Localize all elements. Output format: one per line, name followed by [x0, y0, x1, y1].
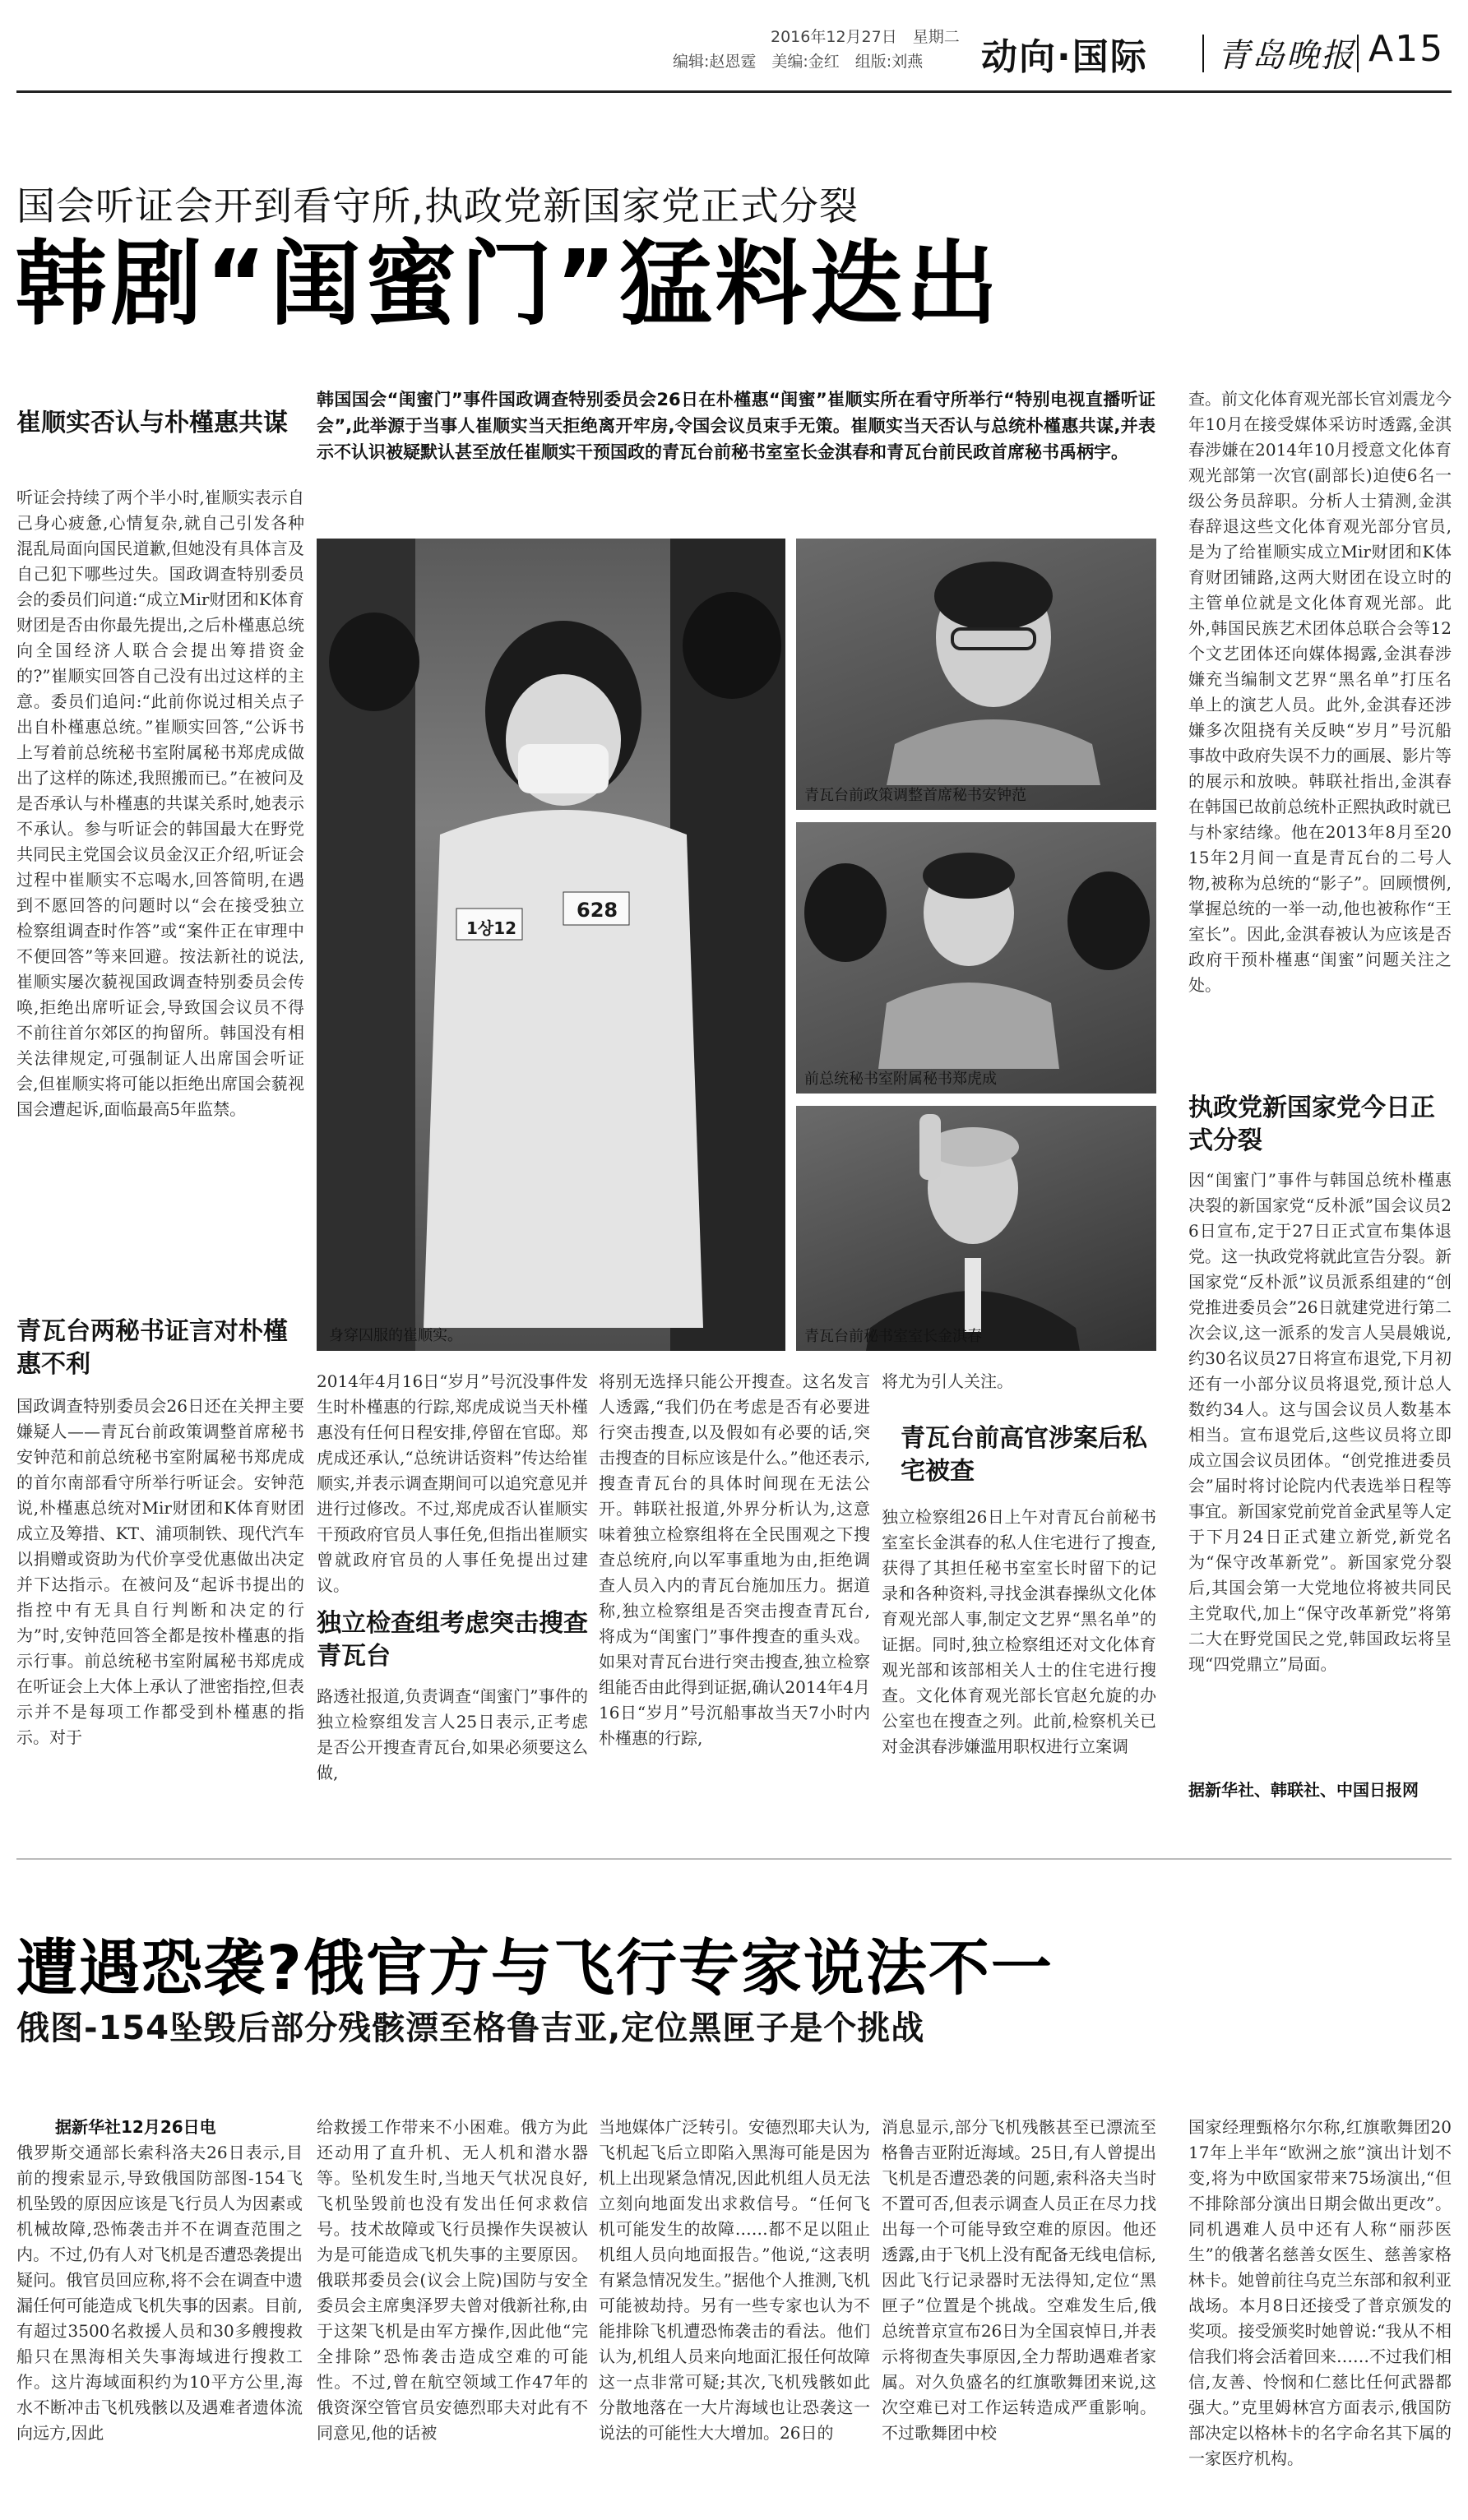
- story1-col1b: 国政调查特别委员会26日还在关押主要嫌疑人——青瓦台前政策调整首席秘书安钟范和前总统秘书室附属秘书郑虎成的首尔南部看守所举行听证会。安钟范说,朴槿惠总统对Mir财团和K体育财团成立及筹措、KT、浦项制铁、现代汽车以捐赠或资助为代价享受优惠做出决定并下达指示。在被问及“起诉书提出的指控中有无具自行判断和决定的行为”时,安钟范回答全都是按朴槿惠的指示行事。前总统秘书室附属秘书郑虎成在听证会上大体上承认了泄密指控,但表示并不是每项工作都受到朴槿惠的指示。对于: [16, 1396, 304, 1747]
- story1-col2: 2014年4月16日“岁月”号沉没事件发生时朴槿惠的行踪,郑虎成说当天朴槿惠没有任何日程安排,停留在官邸。郑虎成还承认,“总统讲话资料”传达给崔顺实,并表示调查期间可以追究意见并进行过修改。不过,郑虎成否认崔顺实干预政府官员人事任免,但指出崔顺实曾就政府官员的人事任免提出过建议。: [317, 1371, 588, 1595]
- section-title: 动向·国际: [981, 36, 1148, 78]
- story1-col2b: 路透社报道,负责调查“闺蜜门”事件的独立检察组发言人25日表示,正考虑是否公开搜查青瓦台,如果必须要这么做,: [317, 1686, 588, 1782]
- story2-headline: 遭遇恐袭?俄官方与飞行专家说法不一: [16, 1933, 1054, 2004]
- story1-kicker: 国会听证会开到看守所,执政党新国家党正式分裂: [16, 184, 859, 229]
- story1-headline: 韩剧“闺蜜门”猛料迭出: [15, 231, 1002, 338]
- story1-col5: 查。前文化体育观光部长官刘震龙今年10月在接受媒体采访时透露,金淇春涉嫌在2014年10月授意文化体育观光部第一次官(副部长)迫使6名一级公务员辞职。分析人士猜测,金淇春辞退这些文化体育观光部分官员,是为了给崔顺实成立Mir财团和K体育财团铺路,这两大财团在设立时的主管单位就是文化体育观光部。此外,韩国民族艺术团体总联合会等12个文艺团体还向媒体揭露,金淇春涉嫌充当编制文艺界“黑名单”打压名单上的演艺人员。此外,金淇春还涉嫌多次阻挠有关反映“岁月”号沉船事故中政府失误不力的画展、影片等的展示和放映。韩联社指出,金淇春在韩国已故前总统朴正熙执政时就已与朴家结缘。他在2013年8月至2015年2月间一直是青瓦台的二号人物,被称为总统的“影子”。回顾惯例,掌握总统的一举一动,他也被称作“王室长”。因此,金淇春被认为应该是否政府干预朴槿惠“闺蜜”问题关注之处。: [1188, 389, 1452, 995]
- photo-jeong-art: [796, 822, 1156, 1094]
- issue-date: 2016年12月27日 星期二: [771, 28, 960, 46]
- story2-col3: 当地媒体广泛转引。安德烈耶夫认为,飞机起飞后立即陷入黑海可能是因为机上出现紧急情况,因此机组人员无法立刻向地面发出求救信号。“任何飞机可能发生的故障……都不足以阻止机组人员向地面报告。”他说,“这表明有紧急情况发生。”据他个人推测,飞机可能被劫持。另有一些专家也认为不能排除飞机遭恐怖袭击的看法。他们认为,机组人员来向地面汇报任何故障这一点非常可疑;其次,飞机残骸如此分散地落在一大片海域也让恐袭这一说法的可能性大大增加。26日的: [599, 2117, 870, 2443]
- story2-col1: 俄罗斯交通部长索科洛夫26日表示,目前的搜索显示,导致俄国防部图-154飞机坠毁的原因应该是飞行员人为因素或机械故障,恐怖袭击并不在调查范围之内。不过,仍有人对飞机是否遭恐袭提出疑问。俄官员回应称,将不会在调查中遗漏任何可能造成飞机失事的因素。目前,有超过3500名救援人员和30多艘搜救船只在黑海相关失事海域进行搜救工作。这片海域面积约为10平方公里,海水不断冲击飞机残骸以及遇难者遗体流向远方,因此: [16, 2143, 303, 2443]
- caption-main: 身穿囚服的崔顺实。: [329, 1327, 462, 1344]
- header-divider: [1357, 35, 1359, 72]
- prisoner-number: 628: [577, 899, 618, 922]
- photo-kim: [796, 1106, 1156, 1351]
- story2-col4: 消息显示,部分飞机残骸甚至已漂流至格鲁吉亚附近海域。25日,有人曾提出飞机是否遭恐袭的问题,索科洛夫当时不置可否,但表示调查人员正在尽力找出每一个可能导致空难的原因。他还透露,由于飞机上没有配备无线电信标,因此飞行记录器时无法得知,定位“黑匣子”位置是个挑战。空难发生后,俄总统普京宣布26日为全国哀悼日,并表示将彻查失事原因,全力帮助遇难者家属。对久负盛名的红旗歌舞团来说,这次空难已对工作运转造成严重影响。不过歌舞团中校: [882, 2117, 1156, 2443]
- story1-col4: 独立检察组26日上午对青瓦台前秘书室室长金淇春的私人住宅进行了搜查,获得了其担任秘书室室长时留下的记录和各种资料,寻找金淇春操纵文化体育观光部人事,制定文艺界“黑名单”的证据。同时,独立检察组还对文化体育观光部和该部相关人士的住宅进行搜查。文化体育观光部长官赵允旋的办公室也在搜查之列。此前,检察机关已对金淇春涉嫌滥用职权进行立案调: [882, 1507, 1156, 1756]
- story2-subhead: 俄图-154坠毁后部分残骸漂至格鲁吉亚,定位黑匣子是个挑战: [16, 2009, 925, 2047]
- main-photo: [317, 539, 785, 1351]
- story1-col4a: 将尤为引人关注。: [882, 1371, 1013, 1391]
- photo-jeong: [796, 822, 1156, 1094]
- page-number: A15: [1368, 28, 1445, 70]
- subhead-3: 独立检查组考虑突击搜查青瓦台: [317, 1609, 588, 1671]
- story2-col2: 给救援工作带来不小困难。俄方为此还动用了直升机、无人机和潜水器等。坠机发生时,当地天气状况良好,飞机坠毁前也没有发出任何求救信号。技术故障或飞行员操作失误被认为是可能造成飞机失事的主要原因。俄联邦委员会(议会上院)国防与安全委员会主席奥泽罗夫曾对俄新社称,由于这架飞机是由军方操作,因此他“完全排除”恐怖袭击造成空难的可能性。不过,曾在航空领域工作47年的俄资深空管官员安德烈耶夫对此有不同意见,他的话被: [317, 2117, 588, 2443]
- subhead-4: 青瓦台前高官涉案后私宅被查: [901, 1424, 1147, 1486]
- prisoner-photo-art: [317, 539, 785, 1351]
- subhead-5: 执政党新国家党今日正式分裂: [1188, 1094, 1435, 1155]
- caption-jeong: 前总统秘书室附属秘书郑虎成: [804, 1070, 997, 1088]
- story1-lead: 韩国国会“闺蜜门”事件国政调查特别委员会26日在朴槿惠“闺蜜”崔顺实所在看守所举行“特别电视直播听证会”,此举源于当事人崔顺实当天拒绝离开牢房,令国会议员束手无策。崔顺实当天否认与总统朴槿惠共谋,并表示不认识被疑默认甚至放任崔顺实干预国政的青瓦台前秘书室室长金淇春和青瓦台前民政首席秘书禹柄宇。: [317, 390, 1155, 462]
- story1-col3: 将别无选择只能公开搜查。这名发言人透露,“我们仍在考虑是否有必要进行突击搜查,以及假如有必要的话,突击搜查的目标应该是什么。”他还表示,搜查青瓦台的具体时间现在无法公开。韩联社报道,外界分析认为,这意味着独立检察组将在全民围观之下搜查总统府,向以军事重地为由,拒绝调查人员入内的青瓦台施加压力。据道称,独立检察组是否突击搜查青瓦台,将成为“闺蜜门”事件搜查的重头戏。如果对青瓦台进行突击搜查,独立检察组能否由此得到证据,确认2014年4月16日“岁月”号沉船事故当天7小时内朴槿惠的行踪,: [599, 1371, 870, 1748]
- subhead-1: 崔顺实否认与朴槿惠共谋: [16, 409, 288, 437]
- caption-an: 青瓦台前政策调整首席秘书安钟范: [804, 787, 1026, 804]
- photo-kim-art: [796, 1106, 1156, 1351]
- photo-an: [796, 539, 1156, 810]
- story2-col5: 国家经理甄格尔尔称,红旗歌舞团2017年上半年“欧洲之旅”演出计划不变,将为中欧国家带来75场演出,“但不排除部分演出日期会做出更改”。同机遇难人员中还有人称“丽莎医生”的俄著名慈善女医生、慈善家格林卡。她曾前往乌克兰东部和叙利亚战场。本月8日还接受了普京颁发的奖项。接受颁奖时她曾说:“我从不相信我们将会活着回来……不过我们相信,友善、怜悯和仁慈比任何武器都强大。”克里姆林宫方面表示,俄国防部决定以格林卡的名字命名其下属的一家医疗机构。: [1188, 2117, 1452, 2468]
- subhead-2: 青瓦台两秘书证言对朴槿惠不利: [16, 1317, 288, 1379]
- story2-dateline: 据新华社12月26日电: [55, 2117, 216, 2137]
- editor-credits: 编辑:赵恩霆 美编:金红 组版:刘燕: [673, 53, 924, 71]
- header-rule: [16, 90, 1452, 93]
- header-divider: [1202, 35, 1204, 72]
- caption-kim: 青瓦台前秘书室室长金淇春: [804, 1328, 982, 1345]
- prisoner-badge: 1상12: [466, 918, 517, 938]
- newspaper-logo: 青岛晚报: [1217, 37, 1355, 75]
- story1-source: 据新华社、韩联社、中国日报网: [1188, 1780, 1419, 1800]
- story1-col1: 听证会持续了两个半小时,崔顺实表示自己身心疲惫,心情复杂,就自己引发各种混乱局面向国民道歉,但她没有具体言及自己犯下哪些过失。国政调查特别委员会的委员们问道:“成立Mir财团和K体育财团是否由你最先提出,之后朴槿惠总统向全国经济人联合会提出筹措资金的?”崔顺实回答自己没有出过这样的主意。委员们追问:“此前你说过相关点子出自朴槿惠总统。”崔顺实回答,“公诉书上写着前总统秘书室附属秘书郑虎成做出了这样的陈述,我照搬而已。”在被问及是否承认与朴槿惠的共谋关系时,她表示不承认。参与听证会的韩国最大在野党共同民主党国会议员金汉正介绍,听证会过程中崔顺实不忘喝水,回答简明,在遇到不愿回答的问题时以“会在接受独立检察组调查时作答”或“案件正在审理中不便回答”等来回避。按法新社的说法,崔顺实屡次藐视国政调查特别委员会传唤,拒绝出席听证会,导致国会议员不得不前往首尔郊区的拘留所。韩国没有相关法律规定,可强制证人出席国会听证会,但崔顺实将可能以拒绝出席国会藐视国会遭起诉,面临最高5年监禁。: [16, 488, 304, 1119]
- story1-col5b: 因“闺蜜门”事件与韩国总统朴槿惠决裂的新国家党“反朴派”国会议员26日宣布,定于27日正式宣布集体退党。这一执政党将就此宣告分裂。新国家党“反朴派”议员派系组建的“创党推进委员会”26日就建党进行第二次会议,这一派系的发言人吴晨娥说,约30名议员27日将宣布退党,下月初还有一小部分议员将退党,预计总人数约34人。这与国会议员人数基本相当。宣布退党后,这些议员将立即成立国会议员团体。“创党推进委员会”届时将讨论院内代表选举日程等事宜。新国家党前党首金武星等人定于下月24日正式建立新党,新党名为“保守改革新党”。新国家党分裂后,其国会第一大党地位将被共同民主党取代,加上“保守改革新党”将第二大在野党国民之党,韩国政坛将呈现“四党鼎立”局面。: [1188, 1170, 1452, 1674]
- story-separator: [16, 1858, 1452, 1860]
- photo-an-art: [796, 539, 1156, 810]
